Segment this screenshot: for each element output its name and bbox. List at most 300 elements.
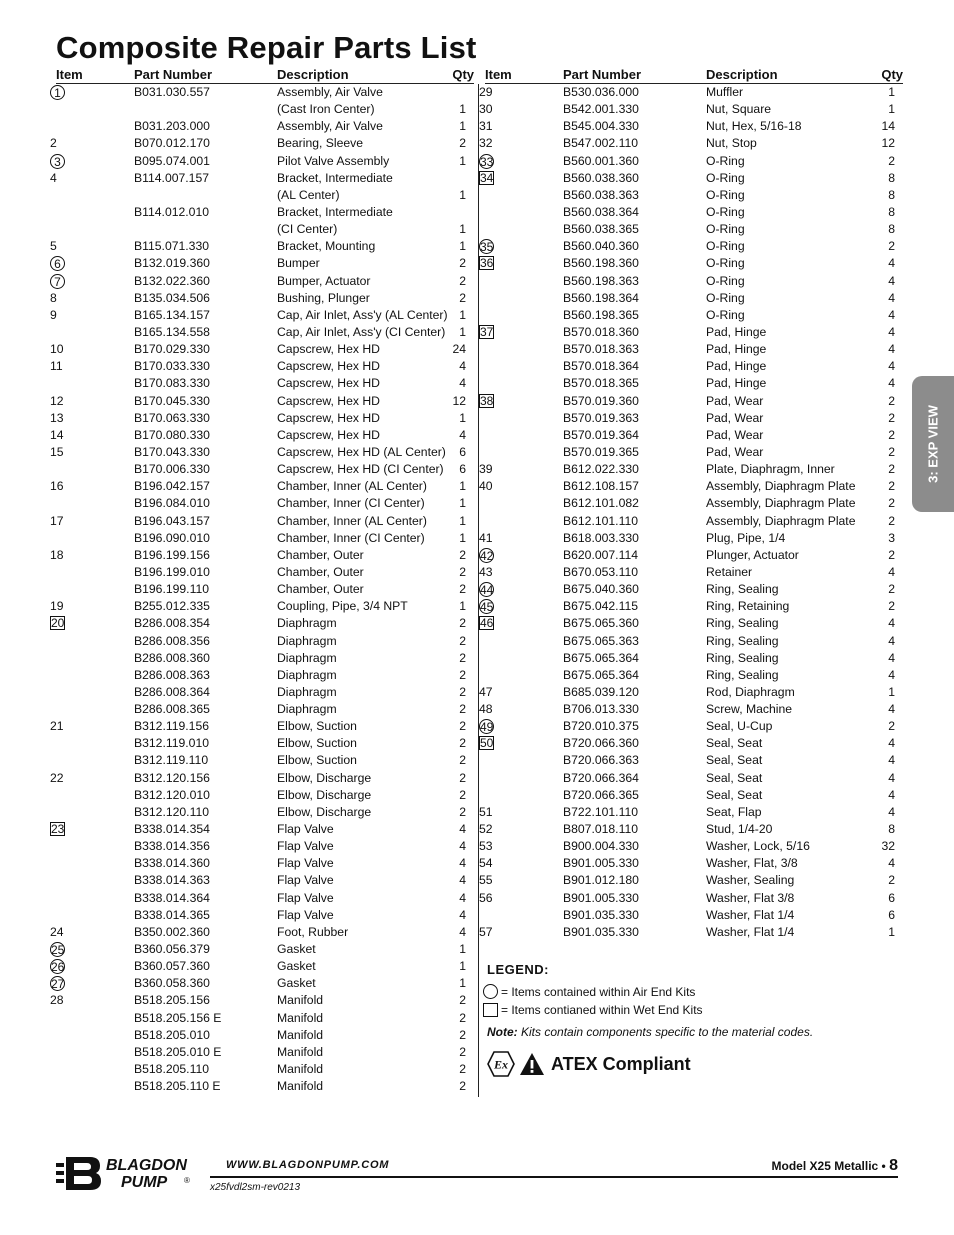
- item-cell: [479, 890, 493, 907]
- table-row: [485, 667, 903, 684]
- description-cell: Ring, Sealing: [706, 650, 779, 665]
- description-cell: (AL Center): [277, 187, 340, 202]
- description-cell: O-Ring: [706, 290, 745, 305]
- table-row: [479, 684, 903, 701]
- item-cell: [51, 958, 65, 976]
- item-cell: [479, 84, 493, 101]
- item-cell: [480, 170, 494, 187]
- qty-cell: 2: [888, 599, 895, 614]
- qty-cell: 1: [459, 496, 466, 511]
- description-cell: Elbow, Suction: [277, 753, 357, 768]
- ex-symbol-text: Ex: [493, 1057, 509, 1072]
- description-cell: Ring, Retaining: [706, 599, 790, 614]
- part-number-cell: B170.083.330: [134, 376, 210, 391]
- part-number-cell: B360.056.379: [134, 942, 210, 957]
- item-cell: [50, 393, 64, 410]
- legend-air-end-text: = Items contained within Air End Kits: [501, 985, 696, 999]
- qty-cell: 4: [888, 273, 895, 288]
- description-cell: Retainer: [706, 564, 753, 579]
- item-cell: [479, 101, 493, 118]
- description-cell: Manifold: [277, 1062, 324, 1077]
- item-cell: [50, 513, 64, 530]
- item-number: 52: [479, 822, 493, 837]
- description-cell: Bushing, Plunger: [277, 290, 370, 305]
- qty-cell: 4: [888, 702, 895, 717]
- part-number-cell: B196.199.156: [134, 547, 210, 562]
- part-number-cell: B518.205.156 E: [134, 1010, 222, 1025]
- description-cell: Assembly, Air Valve: [277, 85, 383, 99]
- description-cell: Capscrew, Hex HD: [277, 359, 380, 374]
- description-cell: Bracket, Mounting: [277, 239, 376, 254]
- model-page: [772, 1157, 898, 1175]
- description-cell: Capscrew, Hex HD: [277, 427, 380, 442]
- qty-cell: 2: [459, 719, 466, 734]
- description-cell: (CI Center): [277, 222, 338, 237]
- part-number-cell: B338.014.354: [134, 822, 210, 837]
- item-cell: [50, 598, 64, 615]
- note-text: Kits contain components specific to the material codes.: [517, 1025, 814, 1039]
- table-row: [485, 221, 903, 238]
- description-cell: Seal, Seat: [706, 787, 763, 802]
- table-row: [479, 701, 903, 718]
- item-number: 51: [479, 804, 493, 819]
- qty-cell: 2: [459, 1062, 466, 1077]
- table-row: [56, 1061, 474, 1078]
- qty-cell: 1: [459, 513, 466, 528]
- part-number-cell: B338.014.364: [134, 890, 210, 905]
- part-number-cell: B031.030.557: [134, 85, 210, 99]
- qty-cell: 14: [881, 119, 895, 134]
- qty-cell: 8: [888, 170, 895, 185]
- wet-end-kit-marker: 38: [480, 393, 494, 408]
- table-row: [50, 307, 474, 324]
- description-cell: Capscrew, Hex HD: [277, 376, 380, 391]
- description-cell: Capscrew, Hex HD: [277, 410, 380, 425]
- item-number: 41: [479, 530, 493, 545]
- part-number-cell: B618.003.330: [563, 530, 639, 545]
- qty-cell: 4: [459, 907, 466, 922]
- table-row: [485, 427, 903, 444]
- table-row: [56, 581, 474, 598]
- part-number-cell: B286.008.365: [134, 702, 210, 717]
- air-end-kit-marker: 42: [480, 548, 494, 563]
- item-cell: [56, 273, 65, 291]
- part-number-cell: B547.002.110: [563, 136, 638, 151]
- item-cell: [50, 718, 64, 735]
- table-row: [480, 324, 903, 341]
- description-cell: Assembly, Diaphragm Plate: [706, 513, 856, 528]
- part-number-cell: B312.119.010: [134, 736, 209, 751]
- table-row: [50, 135, 474, 152]
- description-cell: Chamber, Inner (CI Center): [277, 496, 425, 511]
- qty-cell: 4: [888, 359, 895, 374]
- part-number-cell: B542.001.330: [563, 102, 639, 117]
- table-row: [56, 684, 474, 701]
- part-number-cell: B685.039.120: [563, 684, 639, 699]
- description-cell: Cap, Air Inlet, Ass'y (CI Center): [277, 324, 446, 339]
- part-number-cell: B338.014.356: [134, 839, 210, 854]
- part-number-cell: B901.035.330: [563, 924, 639, 939]
- table-row: [480, 735, 903, 752]
- part-number-cell: B570.019.360: [563, 393, 639, 408]
- part-number-cell: B135.034.506: [134, 290, 210, 305]
- qty-cell: 4: [459, 822, 466, 837]
- description-cell: Flap Valve: [277, 873, 334, 888]
- item-number: 31: [479, 119, 493, 134]
- description-cell: Chamber, Outer: [277, 564, 364, 579]
- item-cell: [50, 410, 64, 427]
- description-cell: Diaphragm: [277, 667, 337, 682]
- table-row: [50, 770, 474, 787]
- item-cell: [50, 427, 64, 444]
- description-cell: Flap Valve: [277, 856, 334, 871]
- item-cell: [50, 170, 57, 187]
- part-number-cell: B312.119.110: [134, 753, 209, 768]
- item-cell: [50, 770, 64, 787]
- table-row: [479, 924, 903, 941]
- item-cell: [480, 255, 494, 272]
- table-row: [56, 273, 474, 290]
- description-cell: Assembly, Air Valve: [277, 119, 383, 134]
- part-number-cell: B901.012.180: [563, 873, 639, 888]
- qty-cell: 4: [888, 324, 895, 339]
- air-end-kit-marker: 49: [480, 720, 494, 735]
- table-row: [480, 547, 903, 564]
- item-number: 13: [50, 410, 64, 425]
- qty-cell: 4: [459, 856, 466, 871]
- part-number-cell: B196.043.157: [134, 513, 210, 528]
- description-cell: Elbow, Suction: [277, 719, 357, 734]
- description-cell: Pad, Wear: [706, 427, 764, 442]
- item-number: 10: [50, 342, 64, 357]
- qty-cell: 2: [459, 753, 466, 768]
- table-row: [50, 410, 474, 427]
- table-row: [485, 410, 903, 427]
- ex-hexagon-icon: [487, 1051, 515, 1077]
- website-link[interactable]: WWW.BLAGDONPUMP.COM: [226, 1159, 390, 1171]
- qty-cell: 2: [459, 582, 466, 597]
- part-number-cell: B675.065.363: [563, 633, 639, 648]
- qty-cell: 4: [888, 616, 895, 631]
- description-cell: Pilot Valve Assembly: [277, 153, 390, 168]
- header-description: Description: [706, 67, 778, 82]
- table-row: [50, 427, 474, 444]
- qty-cell: 32: [881, 839, 895, 854]
- air-end-kit-marker: 1: [50, 85, 65, 100]
- table-row: [480, 718, 903, 735]
- air-end-kit-marker: 6: [50, 256, 65, 271]
- table-row: [480, 393, 903, 410]
- item-cell: [479, 872, 493, 889]
- table-row: [56, 221, 474, 238]
- description-cell: Pad, Hinge: [706, 342, 767, 357]
- qty-cell: 4: [888, 753, 895, 768]
- item-cell: [480, 581, 494, 599]
- qty-cell: 2: [888, 410, 895, 425]
- description-cell: Washer, Flat 1/4: [706, 907, 795, 922]
- legend-wet-end-text: = Items contianed within Wet End Kits: [501, 1003, 703, 1017]
- qty-cell: 4: [888, 856, 895, 871]
- table-row: [485, 513, 903, 530]
- part-number-cell: B807.018.110: [563, 822, 638, 837]
- table-row: [485, 375, 903, 392]
- item-number: 28: [50, 993, 64, 1008]
- item-cell: [50, 924, 64, 941]
- item-number: 39: [479, 462, 493, 477]
- table-row: [56, 907, 474, 924]
- item-cell: [479, 478, 493, 495]
- description-cell: Flap Valve: [277, 907, 334, 922]
- table-row: [56, 564, 474, 581]
- part-number-cell: B560.198.360: [563, 256, 639, 271]
- item-cell: [50, 992, 64, 1009]
- table-row: [485, 187, 903, 204]
- qty-cell: 4: [459, 924, 466, 939]
- item-cell: [479, 855, 493, 872]
- table-row: [50, 290, 474, 307]
- part-number-cell: B720.010.375: [563, 719, 639, 734]
- parts-table-right: [479, 66, 903, 941]
- qty-cell: 4: [888, 376, 895, 391]
- description-cell: Pad, Wear: [706, 410, 764, 425]
- part-number-cell: B115.071.330: [134, 239, 209, 254]
- item-cell: [479, 804, 493, 821]
- qty-cell: 4: [888, 736, 895, 751]
- item-number: 21: [50, 719, 64, 734]
- qty-cell: 4: [888, 290, 895, 305]
- qty-cell: 2: [888, 513, 895, 528]
- item-number: 16: [50, 479, 64, 494]
- legend-note: [487, 1025, 813, 1039]
- table-row: [56, 530, 474, 547]
- description-cell: Bumper: [277, 256, 320, 271]
- part-number-cell: B620.007.114: [563, 547, 638, 562]
- part-number-cell: B612.101.110: [563, 513, 638, 528]
- table-row: [56, 872, 474, 889]
- table-row: [56, 890, 474, 907]
- item-number: 24: [50, 924, 64, 939]
- note-label: Note:: [487, 1025, 518, 1039]
- header-part-number: Part Number: [134, 67, 213, 82]
- description-cell: Washer, Flat 3/8: [706, 890, 795, 905]
- part-number-cell: B900.004.330: [563, 839, 639, 854]
- item-cell: [51, 975, 65, 993]
- description-cell: Ring, Sealing: [706, 582, 779, 597]
- part-number-cell: B675.042.115: [563, 599, 638, 614]
- table-row: [479, 84, 903, 101]
- part-number-cell: B170.063.330: [134, 410, 210, 425]
- qty-cell: 6: [888, 890, 895, 905]
- description-cell: Coupling, Pipe, 3/4 NPT: [277, 599, 408, 614]
- logo-registered: ®: [184, 1176, 190, 1185]
- description-cell: Gasket: [277, 976, 316, 991]
- legend: [487, 962, 813, 1039]
- item-cell: [51, 941, 65, 959]
- part-number-cell: B670.053.110: [563, 564, 638, 579]
- qty-cell: 2: [888, 444, 895, 459]
- description-cell: O-Ring: [706, 187, 745, 202]
- wet-end-kit-marker: 46: [480, 616, 494, 631]
- qty-cell: 4: [888, 650, 895, 665]
- item-cell: [50, 444, 64, 461]
- description-cell: Diaphragm: [277, 633, 337, 648]
- part-number-cell: B114.007.157: [134, 170, 209, 185]
- table-row: [50, 598, 474, 615]
- qty-cell: 2: [459, 1010, 466, 1025]
- warning-triangle-icon: [519, 1052, 545, 1076]
- table-row: [479, 855, 903, 872]
- table-row: [479, 872, 903, 889]
- table-row: [479, 478, 903, 495]
- description-cell: Bracket, Intermediate: [277, 170, 393, 185]
- table-row: [50, 547, 474, 564]
- item-number: 2: [50, 136, 57, 151]
- table-row: [56, 118, 474, 135]
- part-number-cell: B570.018.365: [563, 376, 639, 391]
- item-cell: [479, 838, 493, 855]
- qty-cell: 8: [888, 187, 895, 202]
- qty-cell: 4: [888, 564, 895, 579]
- item-cell: [56, 153, 65, 171]
- description-cell: Rod, Diaphragm: [706, 684, 795, 699]
- description-cell: Foot, Rubber: [277, 924, 349, 939]
- description-cell: Elbow, Discharge: [277, 770, 372, 785]
- header-item: Item: [56, 67, 83, 82]
- item-cell: [50, 238, 57, 255]
- description-cell: Bumper, Actuator: [277, 273, 371, 288]
- part-number-cell: B165.134.558: [134, 324, 210, 339]
- part-number-cell: B196.042.157: [134, 479, 210, 494]
- qty-cell: 4: [459, 890, 466, 905]
- qty-cell: 2: [459, 547, 466, 562]
- qty-cell: 6: [459, 444, 466, 459]
- qty-cell: 1: [459, 222, 466, 237]
- part-number-cell: B706.013.330: [563, 702, 639, 717]
- table-row: [51, 941, 474, 958]
- description-cell: Chamber, Inner (CI Center): [277, 530, 425, 545]
- item-cell: [479, 821, 493, 838]
- item-cell: [479, 564, 493, 581]
- description-cell: Plunger, Actuator: [706, 547, 799, 562]
- wet-end-kit-marker: 37: [480, 324, 494, 339]
- table-row: [50, 358, 474, 375]
- part-number-cell: B114.012.010: [134, 204, 209, 219]
- qty-cell: 4: [459, 839, 466, 854]
- table-row: [56, 701, 474, 718]
- table-row: [56, 495, 474, 512]
- qty-cell: 4: [888, 256, 895, 271]
- table-row: [56, 735, 474, 752]
- part-number-cell: B350.002.360: [134, 924, 210, 939]
- air-end-kit-marker: 44: [480, 583, 494, 598]
- table-row: [485, 444, 903, 461]
- item-number: 17: [50, 513, 64, 528]
- qty-cell: 1: [888, 924, 895, 939]
- item-cell: [479, 135, 493, 152]
- qty-cell: 4: [888, 770, 895, 785]
- qty-cell: 2: [459, 256, 466, 271]
- item-number: 54: [479, 856, 493, 871]
- qty-cell: 2: [459, 667, 466, 682]
- qty-cell: 4: [459, 427, 466, 442]
- description-cell: O-Ring: [706, 153, 745, 168]
- wet-end-kit-marker: 23: [51, 822, 65, 837]
- qty-cell: 1: [459, 976, 466, 991]
- table-rows: [50, 84, 474, 1095]
- air-end-kit-marker: 25: [51, 943, 65, 958]
- part-number-cell: B720.066.360: [563, 736, 639, 751]
- legend-title: LEGEND:: [487, 962, 549, 977]
- description-cell: Ring, Sealing: [706, 633, 779, 648]
- item-number: 9: [50, 307, 57, 322]
- table-row: [56, 667, 474, 684]
- item-cell: [56, 255, 65, 273]
- part-number-cell: B675.065.364: [563, 667, 639, 682]
- item-cell: [480, 238, 494, 256]
- part-number-cell: B338.014.365: [134, 907, 210, 922]
- item-number: 11: [50, 359, 63, 374]
- table-row: [485, 633, 903, 650]
- item-cell: [51, 615, 65, 632]
- description-cell: O-Ring: [706, 256, 745, 271]
- table-row: [480, 255, 903, 272]
- item-cell: [480, 615, 494, 632]
- description-cell: Assembly, Diaphragm Plate: [706, 479, 856, 494]
- section-tab-label: 3: EXP VIEW: [925, 405, 941, 483]
- qty-cell: 1: [459, 119, 466, 134]
- part-number-cell: B518.205.110: [134, 1062, 209, 1077]
- description-cell: Elbow, Discharge: [277, 804, 372, 819]
- item-cell: [480, 393, 494, 410]
- table-row: [50, 924, 474, 941]
- part-number-cell: B132.022.360: [134, 273, 210, 288]
- description-cell: Seal, Seat: [706, 770, 763, 785]
- footer-rule: [210, 1176, 898, 1178]
- table-row: [56, 633, 474, 650]
- section-tab[interactable]: [912, 376, 954, 512]
- part-number-cell: B720.066.365: [563, 787, 639, 802]
- qty-cell: 2: [459, 650, 466, 665]
- part-number-cell: B338.014.360: [134, 856, 210, 871]
- table-row: [479, 804, 903, 821]
- table-row: [485, 341, 903, 358]
- table-header: [485, 66, 903, 84]
- description-cell: Chamber, Inner (AL Center): [277, 513, 427, 528]
- description-cell: Pad, Wear: [706, 393, 764, 408]
- part-number-cell: B720.066.363: [563, 753, 639, 768]
- part-number-cell: B570.019.363: [563, 410, 639, 425]
- qty-cell: 1: [459, 324, 466, 339]
- description-cell: Washer, Sealing: [706, 873, 795, 888]
- table-row: [56, 204, 474, 221]
- wet-end-kit-marker: 50: [480, 736, 494, 751]
- wet-end-kit-marker: 36: [480, 256, 494, 271]
- qty-cell: 4: [888, 342, 895, 357]
- table-row: [479, 564, 903, 581]
- qty-cell: 1: [459, 479, 466, 494]
- qty-cell: 8: [888, 222, 895, 237]
- item-number: 53: [479, 839, 493, 854]
- part-number-cell: B286.008.363: [134, 667, 210, 682]
- qty-cell: 2: [459, 633, 466, 648]
- wet-end-kit-marker: 20: [51, 616, 65, 631]
- table-row: [56, 752, 474, 769]
- table-row: [485, 307, 903, 324]
- item-number: 15: [50, 444, 64, 459]
- item-cell: [480, 324, 494, 341]
- qty-cell: 2: [888, 496, 895, 511]
- description-cell: Manifold: [277, 1010, 324, 1025]
